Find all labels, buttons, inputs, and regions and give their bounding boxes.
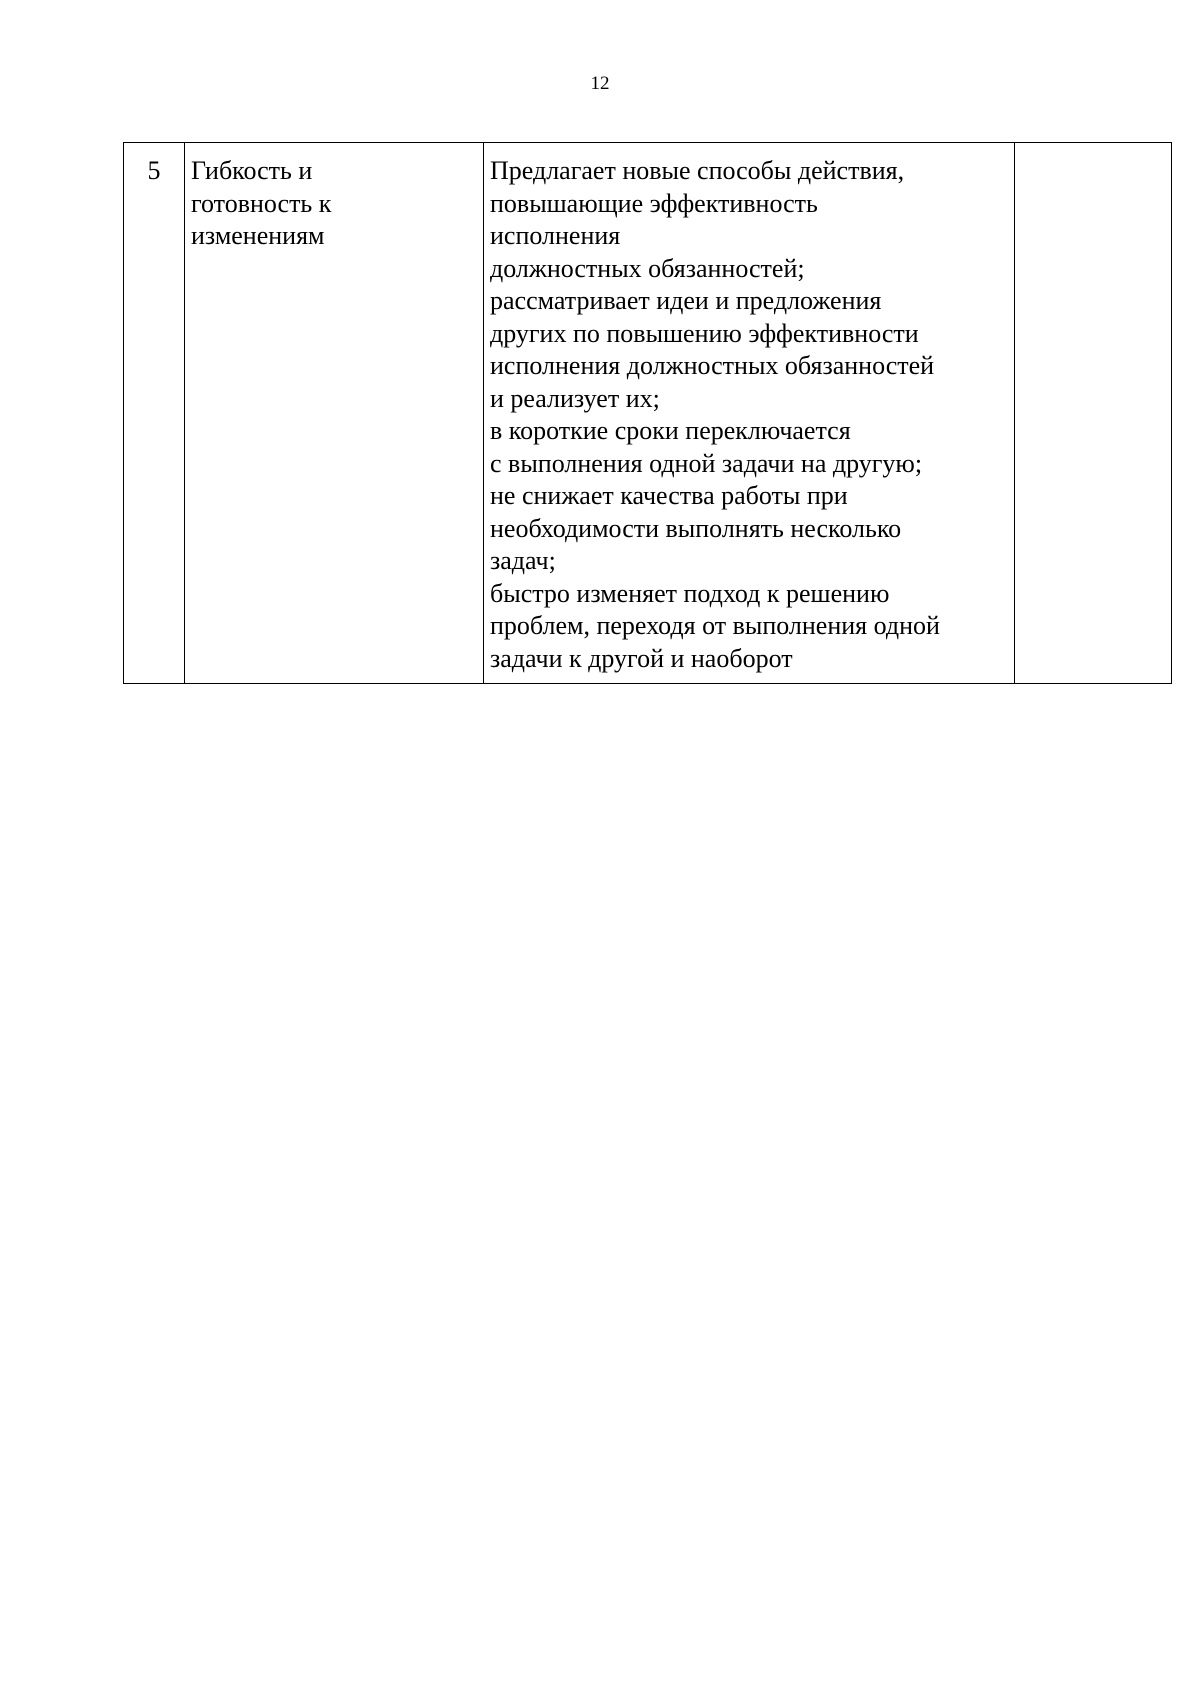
description-line: с выполнения одной задачи на другую; — [490, 448, 923, 478]
description-line: и реализует их; — [490, 383, 660, 413]
competency-name-cell — [185, 143, 484, 684]
description-line: необходимости выполнять несколько — [490, 513, 902, 543]
table-row — [124, 143, 1172, 684]
description-line: рассматривает идеи и предложения — [490, 286, 882, 315]
page-number: 12 — [590, 73, 610, 94]
description-line: повышающие эффективность — [490, 188, 818, 218]
description-line: задачи к другой и наоборот — [490, 643, 793, 673]
row-number-cell: 5 — [124, 143, 185, 684]
description-line: других по повышению эффективности — [490, 318, 919, 348]
empty-cell — [1015, 143, 1172, 684]
description-line: проблем, переходя от выполнения одной — [490, 611, 940, 640]
description-line: должностных обязанностей; — [490, 253, 805, 283]
competency-name-line: изменениям — [191, 221, 325, 250]
description-line: задач; — [490, 546, 556, 575]
description-line: Предлагает новые способы действия, — [490, 156, 905, 185]
description-line: исполнения — [490, 221, 621, 250]
description-line: не снижает качества работы при — [490, 481, 848, 510]
description-line: в короткие сроки переключается — [490, 416, 851, 445]
competency-name-line: Гибкость и — [191, 156, 313, 185]
description-line: исполнения должностных обязанностей — [490, 351, 935, 380]
competency-table — [123, 142, 1172, 684]
competency-description-cell — [484, 143, 1015, 684]
description-line: быстро изменяет подход к решению — [490, 578, 890, 608]
competency-name-line: готовность к — [191, 188, 332, 218]
